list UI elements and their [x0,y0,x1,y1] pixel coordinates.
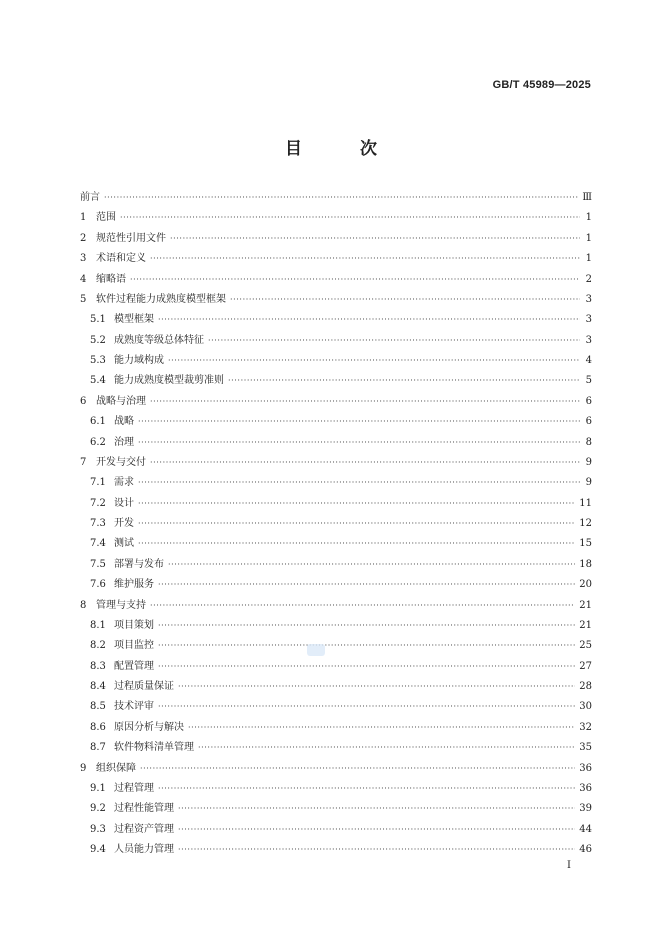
toc-dot-leader [158,616,575,636]
toc-entry-number: 5.3 [90,355,106,366]
toc-entry[interactable] [80,820,592,840]
toc-entry-number: 9.3 [90,823,106,835]
toc-entry-number: 8.6 [90,721,106,733]
toc-entry-title: 前言 [80,192,100,203]
toc-dot-leader [104,188,578,208]
toc-dot-leader [150,249,580,269]
toc-entry-title: 项目策划 [114,619,154,631]
toc-entry[interactable] [80,453,592,473]
toc-dot-leader [138,412,580,432]
toc-entry-page: 36 [579,782,592,794]
toc-dot-leader [230,290,580,310]
toc-dot-leader [158,779,575,799]
toc-entry-title: 部署与发布 [114,558,164,570]
toc-entry[interactable] [80,718,592,738]
toc-entry-number: 3 [80,253,87,265]
toc-entry-number: 9.1 [90,782,106,794]
toc-entry-page: 18 [579,558,592,570]
toc-entry[interactable] [80,433,592,453]
toc-dot-leader [170,229,580,249]
toc-dot-leader [168,351,580,371]
toc-entry-number: 7.4 [90,538,106,550]
toc-entry-page: 32 [579,721,592,733]
toc-dot-leader [178,677,575,697]
toc-entry-number: 6 [80,395,87,407]
toc-entry[interactable] [80,331,592,351]
toc-entry-page: 1 [585,212,592,224]
toc-entry-number: 8.5 [90,701,106,713]
toc-entry[interactable] [80,351,592,371]
toc-entry-title: 过程质量保证 [114,681,174,692]
toc-entry-number: 5.1 [90,314,106,326]
toc-dot-leader [178,820,575,840]
toc-entry-title: 软件过程能力成熟度模型框架 [96,293,226,305]
toc-entry-number: 5.2 [90,334,106,346]
toc-entry[interactable] [80,208,592,228]
toc-entry-page: 44 [579,823,592,835]
toc-entry[interactable] [80,555,592,575]
page-title: 目 次 [285,139,403,159]
toc-entry[interactable] [80,616,592,636]
toc-entry-number: 9.4 [90,844,106,855]
toc-dot-leader [130,270,580,290]
toc-entry-page: 21 [579,619,592,631]
toc-entry-title: 战略 [114,416,134,428]
toc-entry-number: 6.2 [90,436,106,448]
page-number: Ⅰ [567,860,571,871]
toc-entry-number: 8.1 [90,619,106,631]
toc-entry-page: 6 [585,416,592,428]
toc-entry-title: 开发与交付 [96,456,146,468]
toc-entry-number: 2 [80,232,87,244]
toc-entry-title: 规范性引用文件 [96,232,166,244]
toc-dot-leader [158,657,575,677]
toc-entry[interactable] [80,188,592,208]
toc-dot-leader [158,697,575,717]
toc-entry-number: 8.2 [90,640,106,652]
toc-dot-leader [138,494,575,514]
toc-entry[interactable] [80,575,592,595]
toc-entry-page: 1 [585,253,592,265]
toc-entry-page: 6 [585,395,592,407]
standard-code: GB/T 45989—2025 [492,79,591,91]
toc-entry-page: 28 [579,681,592,692]
toc-entry-title: 项目监控 [114,640,154,652]
toc-dot-leader [158,575,575,595]
toc-entry-title: 需求 [114,477,134,489]
toc-entry-page: 9 [585,456,592,468]
toc-entry-number: 8.4 [90,681,106,692]
toc-entry-page: Ⅲ [582,192,592,203]
toc-entry[interactable] [80,738,592,758]
toc-entry[interactable] [80,840,592,860]
toc-entry[interactable] [80,392,592,412]
toc-entry-page: 1 [585,232,592,244]
toc-dot-leader [168,555,575,575]
toc-entry-number: 5.4 [90,375,106,387]
toc-entry[interactable] [80,494,592,514]
toc-entry[interactable] [80,371,592,391]
toc-entry[interactable] [80,412,592,432]
toc-entry-title: 术语和定义 [96,253,146,265]
toc-dot-leader [138,534,575,554]
toc-entry-page: 3 [585,334,592,346]
toc-entry-page: 20 [579,579,592,591]
toc-entry[interactable] [80,290,592,310]
toc-entry-title: 成熟度等级总体特征 [114,334,204,346]
toc-dot-leader [138,514,575,534]
toc-entry-title: 软件物料清单管理 [114,742,194,754]
toc-entry-page: 11 [579,497,592,509]
toc-entry-page: 4 [585,355,592,366]
toc-entry-title: 测试 [114,538,134,550]
toc-entry[interactable] [80,697,592,717]
toc-entry-number: 9.2 [90,803,106,815]
toc-entry[interactable] [80,759,592,779]
toc-entry-title: 战略与治理 [96,395,146,407]
toc-entry-page: 9 [585,477,592,489]
toc-entry-title: 技术评审 [114,701,154,713]
table-of-contents [80,188,592,860]
toc-entry[interactable] [80,249,592,269]
toc-entry-page: 46 [579,844,592,855]
toc-dot-leader [208,331,580,351]
toc-dot-leader [150,392,580,412]
toc-entry-number: 7.3 [90,518,106,529]
toc-entry-title: 能力成熟度模型裁剪准则 [114,375,224,387]
toc-entry-title: 缩略语 [96,273,126,285]
toc-entry-page: 3 [585,293,592,305]
watermark-mark [307,644,325,656]
toc-entry-page: 8 [585,436,592,448]
toc-dot-leader [228,371,580,391]
toc-entry-title: 过程资产管理 [114,823,174,835]
toc-entry-title: 设计 [114,497,134,509]
toc-dot-leader [178,799,575,819]
toc-entry-number: 7.1 [90,477,106,489]
toc-dot-leader [150,596,575,616]
toc-entry-title: 组织保障 [96,762,136,774]
toc-entry-title: 模型框架 [114,314,154,326]
toc-dot-leader [120,208,580,228]
toc-entry-title: 开发 [114,518,134,529]
toc-entry-number: 8.3 [90,660,106,672]
toc-entry[interactable] [80,229,592,249]
toc-entry-number: 7 [80,456,87,468]
toc-entry[interactable] [80,514,592,534]
toc-dot-leader [138,433,580,453]
toc-entry[interactable] [80,799,592,819]
toc-dot-leader [188,718,575,738]
toc-entry-number: 4 [80,273,87,285]
toc-entry-title: 范围 [96,212,116,224]
toc-entry-number: 8 [80,599,87,611]
toc-entry[interactable] [80,270,592,290]
toc-entry-title: 配置管理 [114,660,154,672]
toc-entry-title: 能力域构成 [114,355,164,366]
toc-dot-leader [158,636,575,656]
toc-entry-number: 9 [80,762,87,774]
toc-entry-number: 5 [80,293,87,305]
toc-entry-page: 2 [585,273,592,285]
toc-entry[interactable] [80,779,592,799]
toc-entry-page: 39 [579,803,592,815]
toc-entry-page: 5 [585,375,592,387]
toc-entry-number: 1 [80,212,87,224]
toc-entry-title: 维护服务 [114,579,154,591]
toc-entry-page: 36 [579,762,592,774]
toc-entry-number: 7.5 [90,558,106,570]
toc-entry-title: 过程管理 [114,782,154,794]
toc-entry[interactable] [80,473,592,493]
toc-dot-leader [158,310,580,330]
toc-dot-leader [138,473,580,493]
toc-entry-number: 6.1 [90,416,106,428]
toc-entry-number: 7.6 [90,579,106,591]
toc-entry-title: 过程性能管理 [114,803,174,815]
toc-entry-page: 21 [579,599,592,611]
toc-entry-page: 25 [579,640,592,652]
toc-dot-leader [178,840,575,860]
toc-entry-title: 管理与支持 [96,599,146,611]
toc-entry-title: 人员能力管理 [114,844,174,855]
toc-entry-page: 35 [579,742,592,754]
toc-dot-leader [150,453,580,473]
toc-entry-title: 原因分析与解决 [114,721,184,733]
toc-entry[interactable] [80,310,592,330]
toc-entry[interactable] [80,677,592,697]
toc-dot-leader [198,738,575,758]
toc-entry-title: 治理 [114,436,134,448]
toc-dot-leader [140,759,575,779]
toc-entry[interactable] [80,657,592,677]
toc-entry-number: 7.2 [90,497,106,509]
toc-entry[interactable] [80,534,592,554]
toc-entry-page: 30 [579,701,592,713]
toc-entry[interactable] [80,596,592,616]
toc-entry-number: 8.7 [90,742,106,754]
toc-entry-page: 12 [579,518,592,529]
toc-entry[interactable] [80,636,592,656]
toc-entry-page: 3 [585,314,592,326]
toc-entry-page: 27 [579,660,592,672]
toc-entry-page: 15 [579,538,592,550]
